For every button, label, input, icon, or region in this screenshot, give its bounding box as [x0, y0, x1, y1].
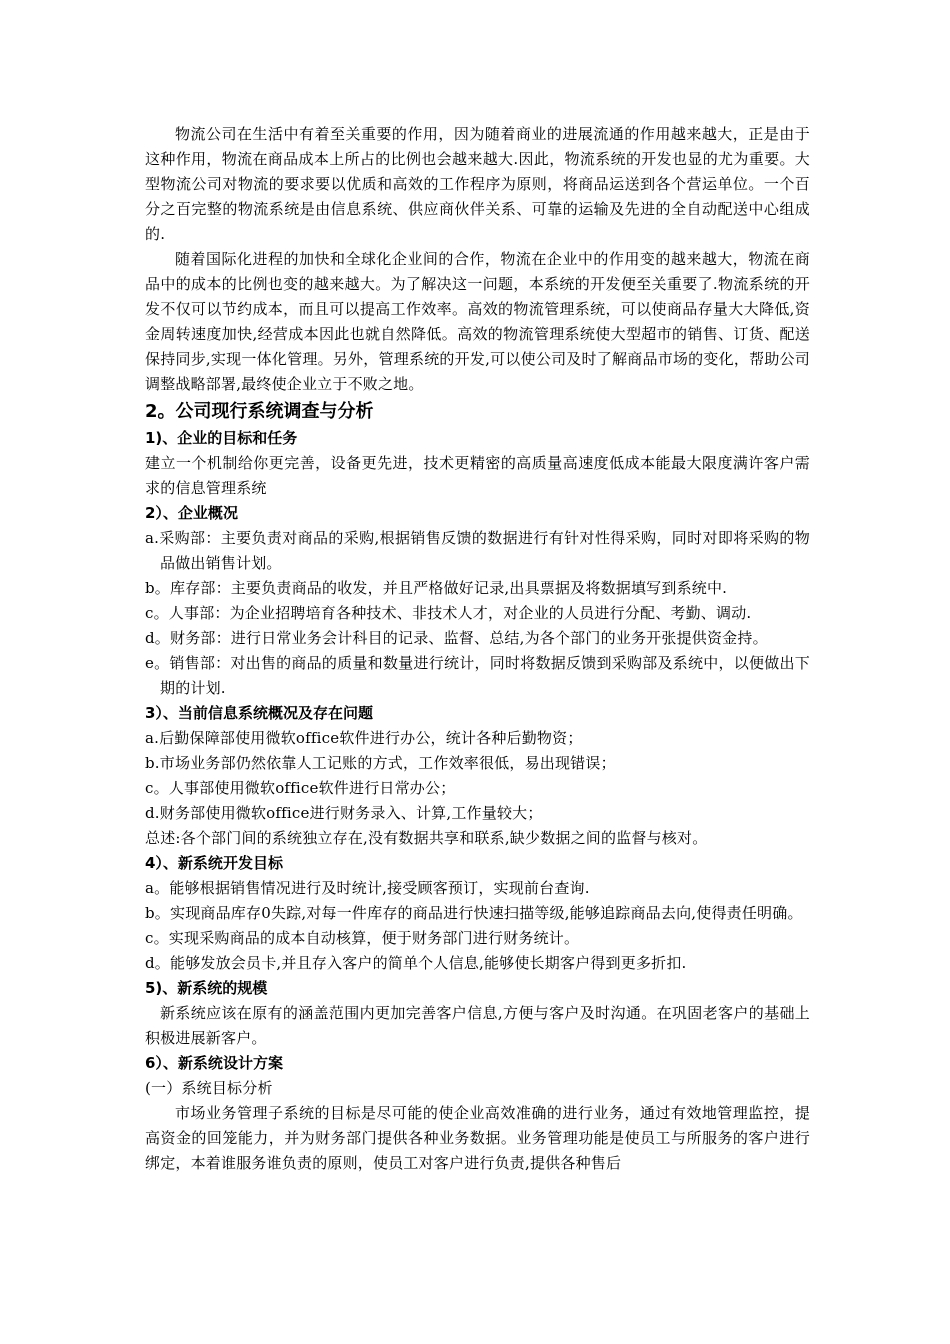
- list-item: a.采购部：主要负责对商品的采购,根据销售反馈的数据进行有针对性得采购，同时对即将采购的物品做出销售计划。: [145, 529, 810, 572]
- intro-paragraph-1: 物流公司在生活中有着至关重要的作用，因为随着商业的进展流通的作用越来越大，正是由于这种作用，物流在商品成本上所占的比例也会越来越大.因此，物流系统的开发也显的尤为重要。大型物流公司对物流的要求要以优质和高效的工作程序为原则，将商品运送到各个营运单位。一个百分之百完整的物流系统是由信息系统、供应商伙伴关系、可靠的运输及先进的全自动配送中心组成的.: [145, 125, 810, 243]
- list-item: a。能够根据销售情况进行及时统计,接受顾客预订，实现前台查询.: [145, 879, 590, 897]
- list-item: c。实现采购商品的成本自动核算，便于财务部门进行财务统计。: [145, 929, 580, 947]
- subsection-heading-4: 4）、新系统开发目标: [145, 854, 283, 872]
- section-title: 2。公司现行系统调查与分析: [145, 401, 374, 422]
- list-item: b.市场业务部仍然依靠人工记账的方式，工作效率很低，易出现错误；: [145, 754, 616, 772]
- subsection-text-6: 市场业务管理子系统的目标是尽可能的使企业高效准确的进行业务，通过有效地管理监控，提高资金的回笼能力，并为财务部门提供各种业务数据。业务管理功能是使员工与所服务的客户进行绑定，本着谁服务谁负责的原则，使员工对客户进行负责,提供各种售后: [145, 1104, 810, 1172]
- list-item: b。实现商品库存0失踪,对每一件库存的商品进行快速扫描等级,能够追踪商品去向,使得责任明确。: [145, 904, 803, 922]
- list-item: c。人事部使用微软office软件进行日常办公；: [145, 779, 456, 797]
- subsection-heading-5: 5)、新系统的规模: [145, 979, 268, 997]
- subsection-heading-1: 1)、企业的目标和任务: [145, 429, 298, 447]
- document-body: [145, 122, 810, 1176]
- list-item: d.财务部使用微软office进行财务录入、计算,工作量较大；: [145, 804, 543, 822]
- list-item: b。库存部：主要负责商品的收发，并且严格做好记录,出具票据及将数据填写到系统中.: [145, 579, 728, 597]
- subsection-text-5: 新系统应该在原有的涵盖范围内更加完善客户信息,方便与客户及时沟通。在巩固老客户的基础上积极进展新客户。: [145, 1004, 810, 1047]
- list-item: d。财务部：进行日常业务会计科目的记录、监督、总结,为各个部门的业务开张提供资金持。: [145, 629, 768, 647]
- list-item: e。销售部：对出售的商品的质量和数量进行统计，同时将数据反馈到采购部及系统中，以便做出下期的计划.: [145, 654, 810, 697]
- subsection-heading-3: 3）、当前信息系统概况及存在问题: [145, 704, 373, 722]
- subsection-heading-6: 6）、新系统设计方案: [145, 1054, 283, 1072]
- subsection-text-1: 建立一个机制给你更完善，设备更先进，技术更精密的高质量高速度低成本能最大限度满许客户需求的信息管理系统: [145, 454, 810, 497]
- subsubsection-heading: (一）系统目标分析: [145, 1079, 273, 1097]
- list-item: c。人事部：为企业招聘培育各种技术、非技术人才，对企业的人员进行分配、考勤、调动.: [145, 604, 752, 622]
- list-item: d。能够发放会员卡,并且存入客户的简单个人信息,能够使长期客户得到更多折扣.: [145, 954, 687, 972]
- summary-text: 总述:各个部门间的系统独立存在,没有数据共享和联系,缺少数据之间的监督与核对。: [145, 829, 708, 847]
- list-item: a.后勤保障部使用微软office软件进行办公，统计各种后勤物资；: [145, 729, 583, 747]
- intro-paragraph-2: 随着国际化进程的加快和全球化企业间的合作，物流在企业中的作用变的越来越大，物流在商品中的成本的比例也变的越来越大。为了解决这一问题，本系统的开发便至关重要了.物流系统的开发不仅可以节约成本，而且可以提高工作效率。高效的物流管理系统，可以使商品存量大大降低,资金周转速度加快,经营成本因此也就自然降低。高效的物流管理系统使大型超市的销售、订货、配送保持同步,实现一体化管理。另外，管理系统的开发,可以使公司及时了解商品市场的变化，帮助公司调整战略部署,最终使企业立于不败之地。: [145, 250, 810, 393]
- subsection-heading-2: 2）、企业概况: [145, 504, 238, 522]
